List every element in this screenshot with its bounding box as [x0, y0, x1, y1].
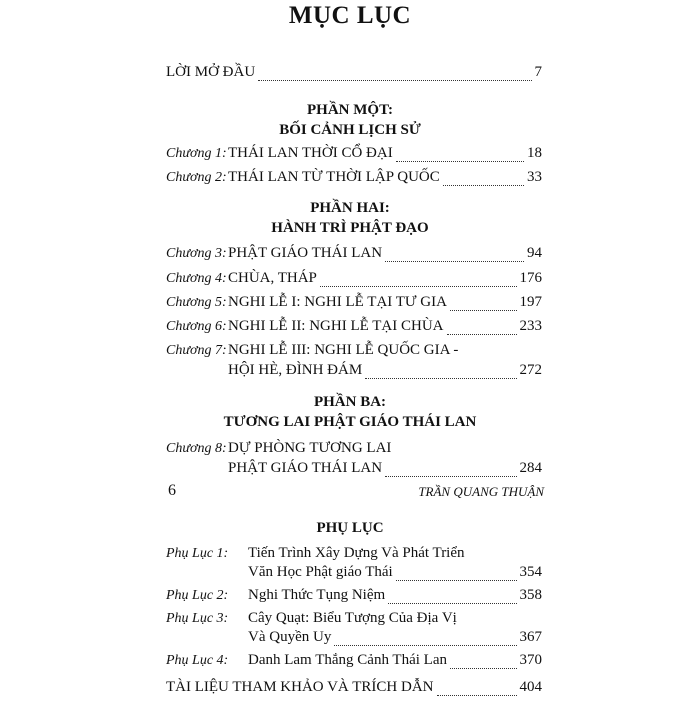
part2-subtitle: HÀNH TRÌ PHẬT ĐẠO	[271, 220, 429, 236]
toc-entry-chapter-1	[166, 145, 542, 167]
entry-text: CHÙA, THÁP	[228, 270, 317, 286]
toc-entry-appendix-2	[166, 587, 542, 609]
entry-text: TÀI LIỆU THAM KHẢO VÀ TRÍCH DẪN	[166, 679, 434, 695]
dot-leader	[450, 309, 517, 311]
dot-leader	[365, 377, 516, 379]
dot-leader	[450, 667, 517, 669]
entry-page: 284	[519, 460, 542, 476]
entry-text-cont: Văn Học Phật giáo Thái	[248, 564, 393, 580]
toc-entry-intro	[166, 64, 542, 86]
toc-entry-chapter-8	[166, 440, 542, 462]
page-number: 6	[168, 482, 176, 499]
entry-text: DỰ PHÒNG TƯƠNG LAI	[228, 440, 392, 456]
entry-label: Chương 6:	[166, 319, 227, 334]
toc-entry-chapter-8-cont	[228, 460, 542, 482]
dot-leader	[447, 333, 517, 335]
entry-page: 94	[527, 245, 542, 261]
entry-text: NGHI LỄ I: NGHI LỄ TẠI TƯ GIA	[228, 294, 447, 310]
entry-text: NGHI LỄ III: NGHI LỄ QUỐC GIA -	[228, 342, 459, 358]
entry-text-cont: PHẬT GIÁO THÁI LAN	[228, 460, 383, 476]
page-title: MỤC LỤC	[288, 2, 412, 29]
dot-leader	[437, 694, 517, 696]
entry-label: Chương 7:	[166, 343, 227, 358]
entry-label: Chương 3:	[166, 246, 227, 261]
entry-page: 33	[527, 169, 542, 185]
toc-entry-chapter-7-cont	[228, 362, 542, 384]
part3-heading: PHẦN BA:	[313, 394, 387, 410]
part2-heading: PHẦN HAI:	[310, 200, 390, 216]
entry-page: 18	[527, 145, 542, 161]
entry-page: 358	[519, 587, 542, 603]
entry-label: Chương 5:	[166, 295, 227, 310]
toc-entry-appendix-4	[166, 652, 542, 674]
part1-heading: PHẦN MỘT:	[307, 102, 393, 118]
running-author: TRẦN QUANG THUẬN	[418, 484, 544, 499]
toc-entry-chapter-6	[166, 318, 542, 340]
entry-label: Phụ Lục 1:	[166, 546, 229, 561]
entry-label: Chương 1:	[166, 146, 227, 161]
entry-page: 233	[519, 318, 542, 334]
dot-leader	[385, 475, 516, 477]
entry-text: NGHI LỄ II: NGHI LỄ TẠI CHÙA	[228, 318, 444, 334]
toc-entry-chapter-5	[166, 294, 542, 316]
entry-text-cont: HỘI HÈ, ĐÌNH ĐÁM	[228, 362, 363, 378]
dot-leader	[258, 79, 531, 81]
entry-label: Phụ Lục 4:	[166, 653, 229, 668]
entry-label: Chương 4:	[166, 271, 227, 286]
entry-page: 272	[519, 362, 542, 378]
entry-label: Chương 2:	[166, 170, 227, 185]
entry-text: Tiến Trình Xây Dựng Và Phát Triển	[248, 545, 465, 561]
entry-text: THÁI LAN THỜI CỔ ĐẠI	[228, 145, 393, 161]
part3-subtitle: TƯƠNG LAI PHẬT GIÁO THÁI LAN	[223, 414, 477, 430]
entry-text: PHẬT GIÁO THÁI LAN	[228, 245, 383, 261]
dot-leader	[385, 260, 524, 262]
toc-entry-chapter-3	[166, 245, 542, 267]
entry-text-cont: Và Quyền Uy	[248, 629, 332, 645]
entry-text: Danh Lam Thắng Cảnh Thái Lan	[248, 652, 447, 668]
toc-entry-references	[166, 679, 542, 701]
part1-subtitle: BỐI CẢNH LỊCH SỬ	[279, 122, 421, 138]
dot-leader	[396, 579, 517, 581]
entry-label: Phụ Lục 3:	[166, 611, 229, 626]
appendix-heading: PHỤ LỤC	[316, 520, 384, 536]
dot-leader	[396, 160, 524, 162]
dot-leader	[388, 602, 516, 604]
entry-page: 354	[519, 564, 542, 580]
dot-leader	[443, 184, 524, 186]
toc-entry-chapter-2	[166, 169, 542, 191]
dot-leader	[320, 285, 517, 287]
entry-label: Chương 8:	[166, 441, 227, 456]
entry-page: 367	[519, 629, 542, 645]
toc-entry-chapter-7	[166, 342, 542, 364]
entry-text: Nghi Thức Tụng Niệm	[248, 587, 386, 603]
toc-entry-chapter-4	[166, 270, 542, 292]
entry-text: THÁI LAN TỪ THỜI LẬP QUỐC	[228, 169, 440, 185]
toc-entry-appendix-3-cont	[248, 629, 542, 651]
toc-entry-appendix-1-cont	[248, 564, 542, 586]
entry-text: Cây Quạt: Biểu Tượng Của Địa Vị	[248, 610, 457, 626]
entry-text: LỜI MỞ ĐẦU	[166, 64, 256, 80]
entry-label: Phụ Lục 2:	[166, 588, 229, 603]
entry-page: 370	[519, 652, 542, 668]
entry-page: 176	[519, 270, 542, 286]
entry-page: 7	[534, 64, 542, 80]
entry-page: 404	[519, 679, 542, 695]
dot-leader	[334, 644, 516, 646]
entry-page: 197	[519, 294, 542, 310]
